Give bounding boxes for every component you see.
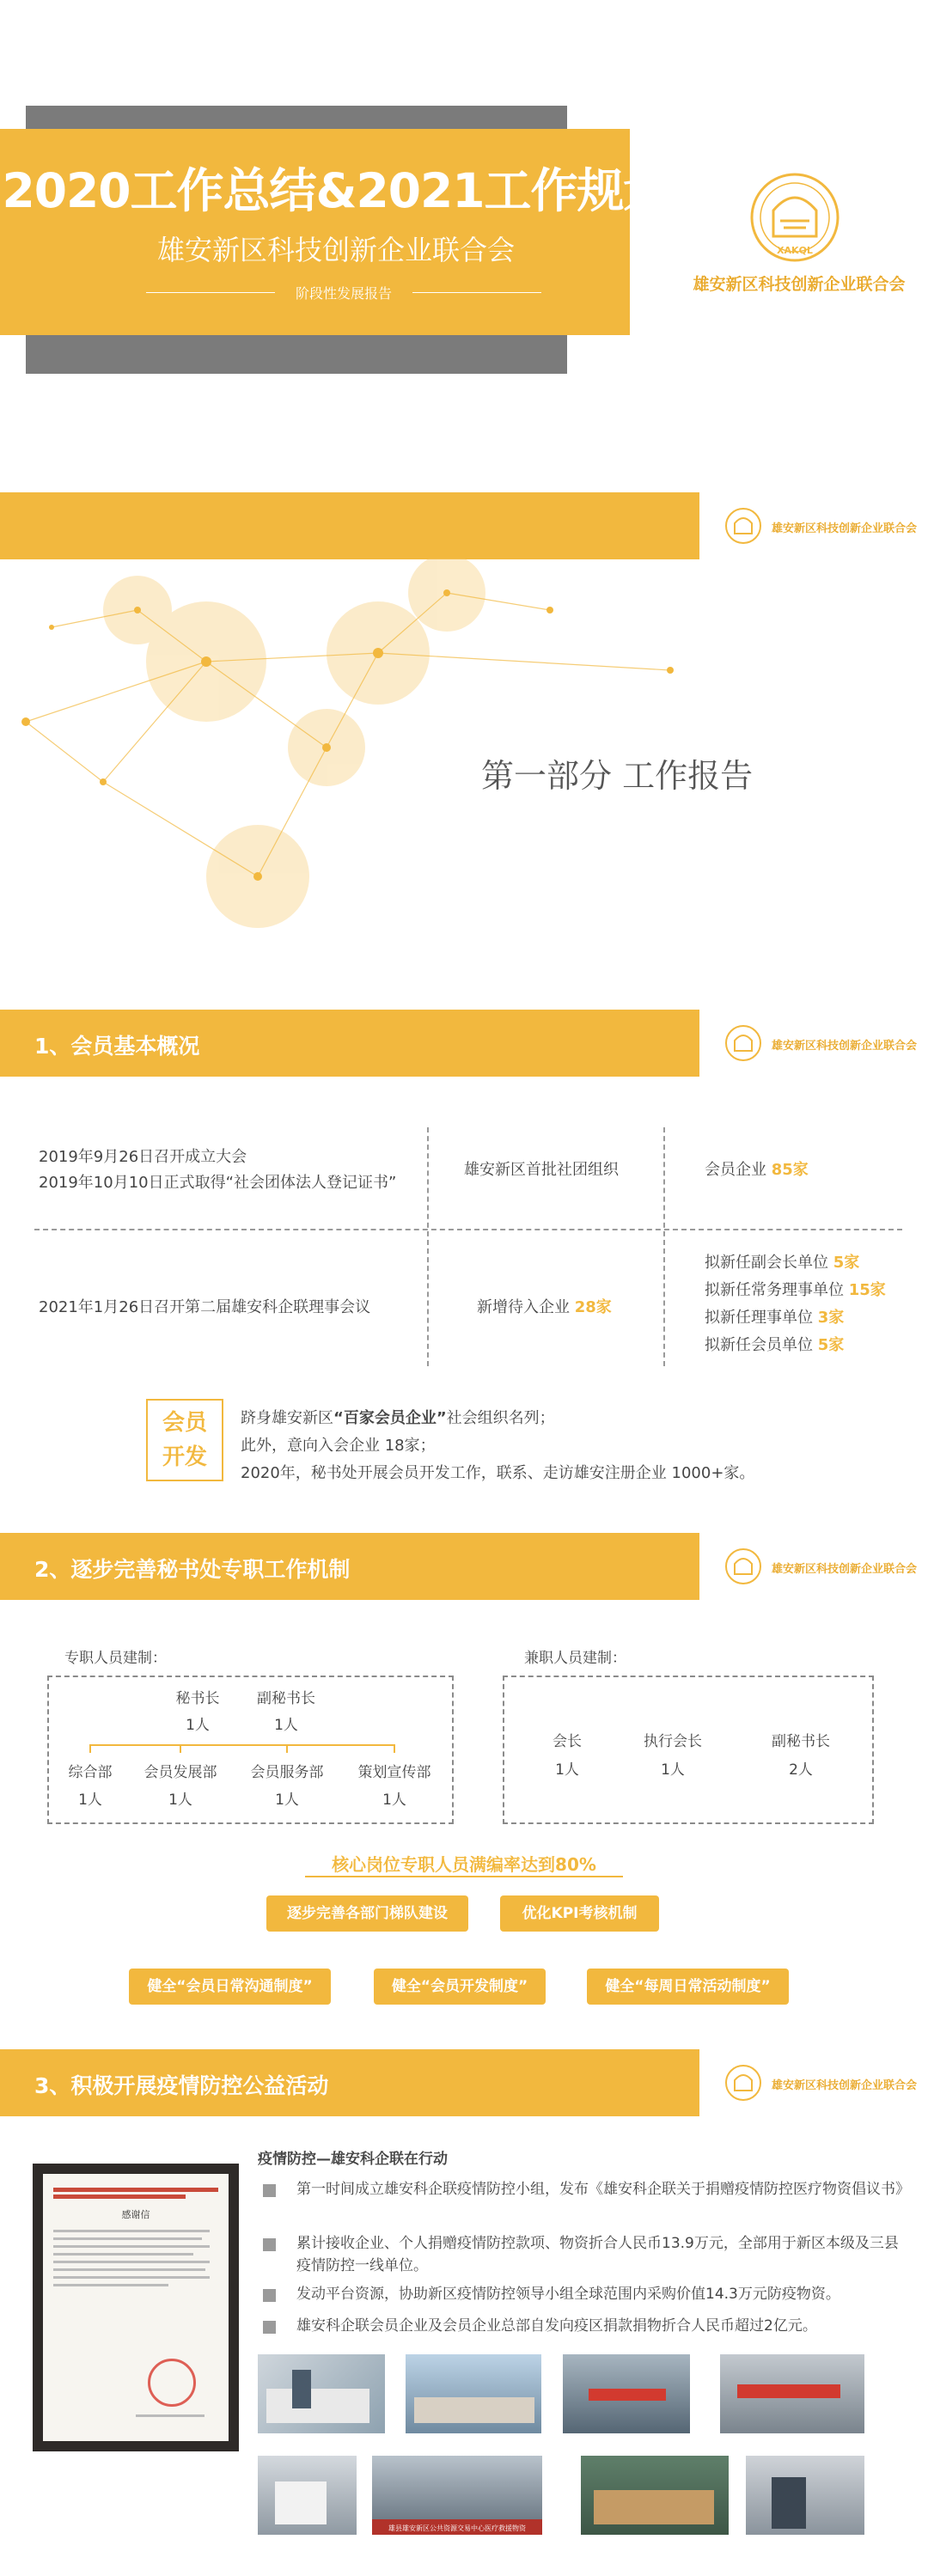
- proposed-label: 拟新任副会长单位: [705, 1254, 828, 1272]
- org-role: 秘书长: [175, 1690, 220, 1707]
- org-count: 1人: [168, 1792, 192, 1809]
- part-time-label: 兼职人员建制：: [524, 1650, 626, 1667]
- photo-detail: [414, 2397, 534, 2423]
- photo-handover-building: [406, 2354, 541, 2433]
- photo-group-donation: [563, 2354, 690, 2433]
- dev-line-1-a: 跻身雄安新区: [241, 1409, 333, 1427]
- photo-detail: [266, 2389, 369, 2423]
- bullet-icon: [263, 2289, 276, 2302]
- dev-line-1-b: “百家会员企业”: [333, 1409, 447, 1427]
- org-connector: [89, 1744, 91, 1753]
- org-role: 执行会长: [644, 1733, 702, 1750]
- cover-tag: 阶段性发展报告: [295, 285, 392, 302]
- letter-text-line: [53, 2237, 202, 2240]
- org-count: 1人: [661, 1761, 685, 1779]
- logo-letters: XAKQL: [777, 245, 813, 256]
- staffing-headline: 核心岗位专职人员满编率达到80%: [332, 1854, 596, 1875]
- org-count: 1人: [275, 1792, 299, 1809]
- proposed-units-1: [705, 1250, 859, 1273]
- official-seal: [148, 2359, 196, 2407]
- org-count: 1人: [186, 1717, 210, 1734]
- photo-banner-ceremony: [720, 2354, 864, 2433]
- letter-text-line: [53, 2230, 210, 2232]
- dev-line-2: 此外，意向入会企业 18家；: [241, 1437, 436, 1455]
- org-count: 1人: [382, 1792, 406, 1809]
- new-members-label: 新增待入企业: [477, 1298, 570, 1316]
- photo-volunteers: [746, 2456, 864, 2535]
- epidemic-heading: 疫情防控—雄安科企联在行动: [258, 2151, 448, 2168]
- section3-title: 3、积极开展疫情防控公益活动: [34, 2073, 329, 2098]
- small-logo-text: 雄安新区科技创新企业联合会: [772, 1040, 918, 1053]
- member-count-label: 会员企业: [705, 1161, 766, 1179]
- photo-detail: [594, 2490, 714, 2524]
- photo-detail: [737, 2384, 840, 2398]
- cover-divider-right: [412, 292, 541, 293]
- council-meeting: 2021年1月26日召开第二届雄安科企联理事会议: [39, 1298, 371, 1316]
- photo-resource-center: [372, 2456, 542, 2535]
- org-role: 会员服务部: [250, 1764, 324, 1781]
- headline-underline: [305, 1876, 623, 1877]
- proposed-value: 5家: [833, 1254, 860, 1272]
- bullet-text: 第一时间成立雄安科企联疫情防控小组，发布《雄安科企联关于捐赠疫情防控医疗物资倡议书》: [296, 2181, 910, 2198]
- proposed-value: 5家: [817, 1336, 845, 1354]
- org-role: 副秘书长: [772, 1733, 830, 1750]
- org-connector: [286, 1744, 288, 1753]
- org-count: 2人: [789, 1761, 813, 1779]
- part1-header-bar: [0, 492, 699, 559]
- org-role: 副秘书长: [257, 1690, 315, 1707]
- policy-pill: 健全“会员开发制度”: [374, 1969, 546, 2005]
- improvement-pill: 优化KPI考核机制: [500, 1895, 659, 1932]
- bullet-icon: [263, 2184, 276, 2197]
- badge-line-2: 开发: [162, 1444, 207, 1470]
- photo-supply-boxes: [581, 2456, 729, 2535]
- cover-title: 2020工作总结&2021工作规划: [2, 163, 670, 218]
- policy-pill: 健全“每周日常活动制度”: [587, 1969, 789, 2005]
- letter-text-line: [53, 2245, 210, 2248]
- proposed-label: 拟新任理事单位: [705, 1309, 813, 1327]
- letter-text-line: [53, 2268, 205, 2271]
- small-logo-text: 雄安新区科技创新企业联合会: [772, 2079, 918, 2092]
- registration-date: 2019年10月10日正式取得“社会团体法人登记证书”: [39, 1174, 397, 1192]
- dev-line-1-c: 社会组织名列；: [446, 1409, 555, 1427]
- cover-subtitle: 雄安新区科技创新企业联合会: [156, 234, 515, 266]
- photo-detail: [292, 2370, 311, 2408]
- table-divider-vertical-1: [427, 1127, 429, 1366]
- thank-you-letter-frame: [33, 2164, 239, 2451]
- photo-donation-boxes: [258, 2354, 385, 2433]
- bullet-text: 雄安科企联会员企业及会员企业总部自发向疫区捐款捐物折合人民币超过2亿元。: [296, 2317, 817, 2335]
- first-batch-org: 雄安新区首批社团组织: [464, 1161, 619, 1179]
- org-role: 会长: [553, 1733, 582, 1750]
- table-divider-vertical-2: [663, 1127, 665, 1366]
- org-connector: [180, 1744, 181, 1753]
- policy-pill: 健全“会员日常沟通制度”: [129, 1969, 331, 2005]
- photo-supplies: [258, 2456, 357, 2535]
- letter-text-line: [53, 2261, 210, 2263]
- full-time-label: 专职人员建制：: [64, 1650, 167, 1667]
- member-count: [705, 1157, 809, 1180]
- thank-you-letter: [43, 2174, 229, 2441]
- improvement-pill: 逐步完善各部门梯队建设: [266, 1895, 468, 1932]
- photo-detail: [772, 2477, 806, 2529]
- org-count: 1人: [274, 1717, 298, 1734]
- section1-title: 1、会员基本概况: [34, 1034, 200, 1059]
- proposed-label: 拟新任常务理事单位: [705, 1281, 844, 1299]
- letter-text-line: [136, 2414, 205, 2417]
- small-logo-text: 雄安新区科技创新企业联合会: [772, 522, 918, 535]
- org-connector: [89, 1744, 395, 1746]
- cover-logo-text: 雄安新区科技创新企业联合会: [693, 275, 906, 294]
- bullet-icon: [263, 2321, 276, 2334]
- proposed-label: 拟新任会员单位: [705, 1336, 813, 1354]
- letter-title: 感谢信: [121, 2209, 150, 2220]
- proposed-units-2: [705, 1278, 886, 1300]
- org-role: 综合部: [68, 1764, 113, 1781]
- proposed-units-4: [705, 1333, 844, 1355]
- org-role: 策划宣传部: [357, 1764, 431, 1781]
- proposed-units-3: [705, 1305, 844, 1328]
- new-members-value: 28家: [574, 1298, 612, 1316]
- letter-header-line: [53, 2188, 218, 2192]
- proposed-value: 15家: [848, 1281, 886, 1299]
- photo-detail: [275, 2481, 327, 2524]
- member-development-badge: [146, 1399, 223, 1481]
- cover-divider-left: [146, 292, 275, 293]
- badge-line-1: 会员: [162, 1410, 207, 1436]
- letter-header-line: [53, 2194, 186, 2199]
- org-role: 会员发展部: [143, 1764, 217, 1781]
- photo-detail: [589, 2389, 666, 2401]
- letter-text-line: [53, 2276, 210, 2279]
- table-divider-horizontal: [34, 1229, 902, 1230]
- dev-line-1: [241, 1406, 555, 1428]
- small-logo-text: 雄安新区科技创新企业联合会: [772, 1563, 918, 1576]
- org-connector: [394, 1744, 395, 1753]
- letter-text-line: [53, 2284, 168, 2286]
- proposed-value: 3家: [817, 1309, 845, 1327]
- letter-text-line: [53, 2253, 193, 2256]
- bullet-icon: [263, 2238, 276, 2251]
- dev-line-3: 2020年，秘书处开展会员开发工作，联系、走访雄安注册企业 1000+家。: [241, 1464, 755, 1482]
- section2-title: 2、逐步完善秘书处专职工作机制: [34, 1557, 351, 1582]
- founding-date: 2019年9月26日召开成立大会: [39, 1148, 247, 1166]
- part1-title: 第一部分 工作报告: [481, 757, 754, 795]
- bullet-text: 累计接收企业、个人捐赠疫情防控款项、物资折合人民币13.9万元，全部用于新区本级及三县疫情防控一线单位。: [296, 2235, 899, 2274]
- association-logo: [739, 168, 851, 271]
- org-count: 1人: [78, 1792, 102, 1809]
- member-count-value: 85家: [771, 1161, 809, 1179]
- bullet-text: 发动平台资源，协助新区疫情防控领导小组全球范围内采购价值14.3万元防疫物资。: [296, 2286, 840, 2303]
- new-members: [477, 1295, 612, 1317]
- photo-banner-text: 雄县雄安新区公共资源交易中心医疗救援物资: [388, 2524, 526, 2532]
- org-count: 1人: [555, 1761, 579, 1779]
